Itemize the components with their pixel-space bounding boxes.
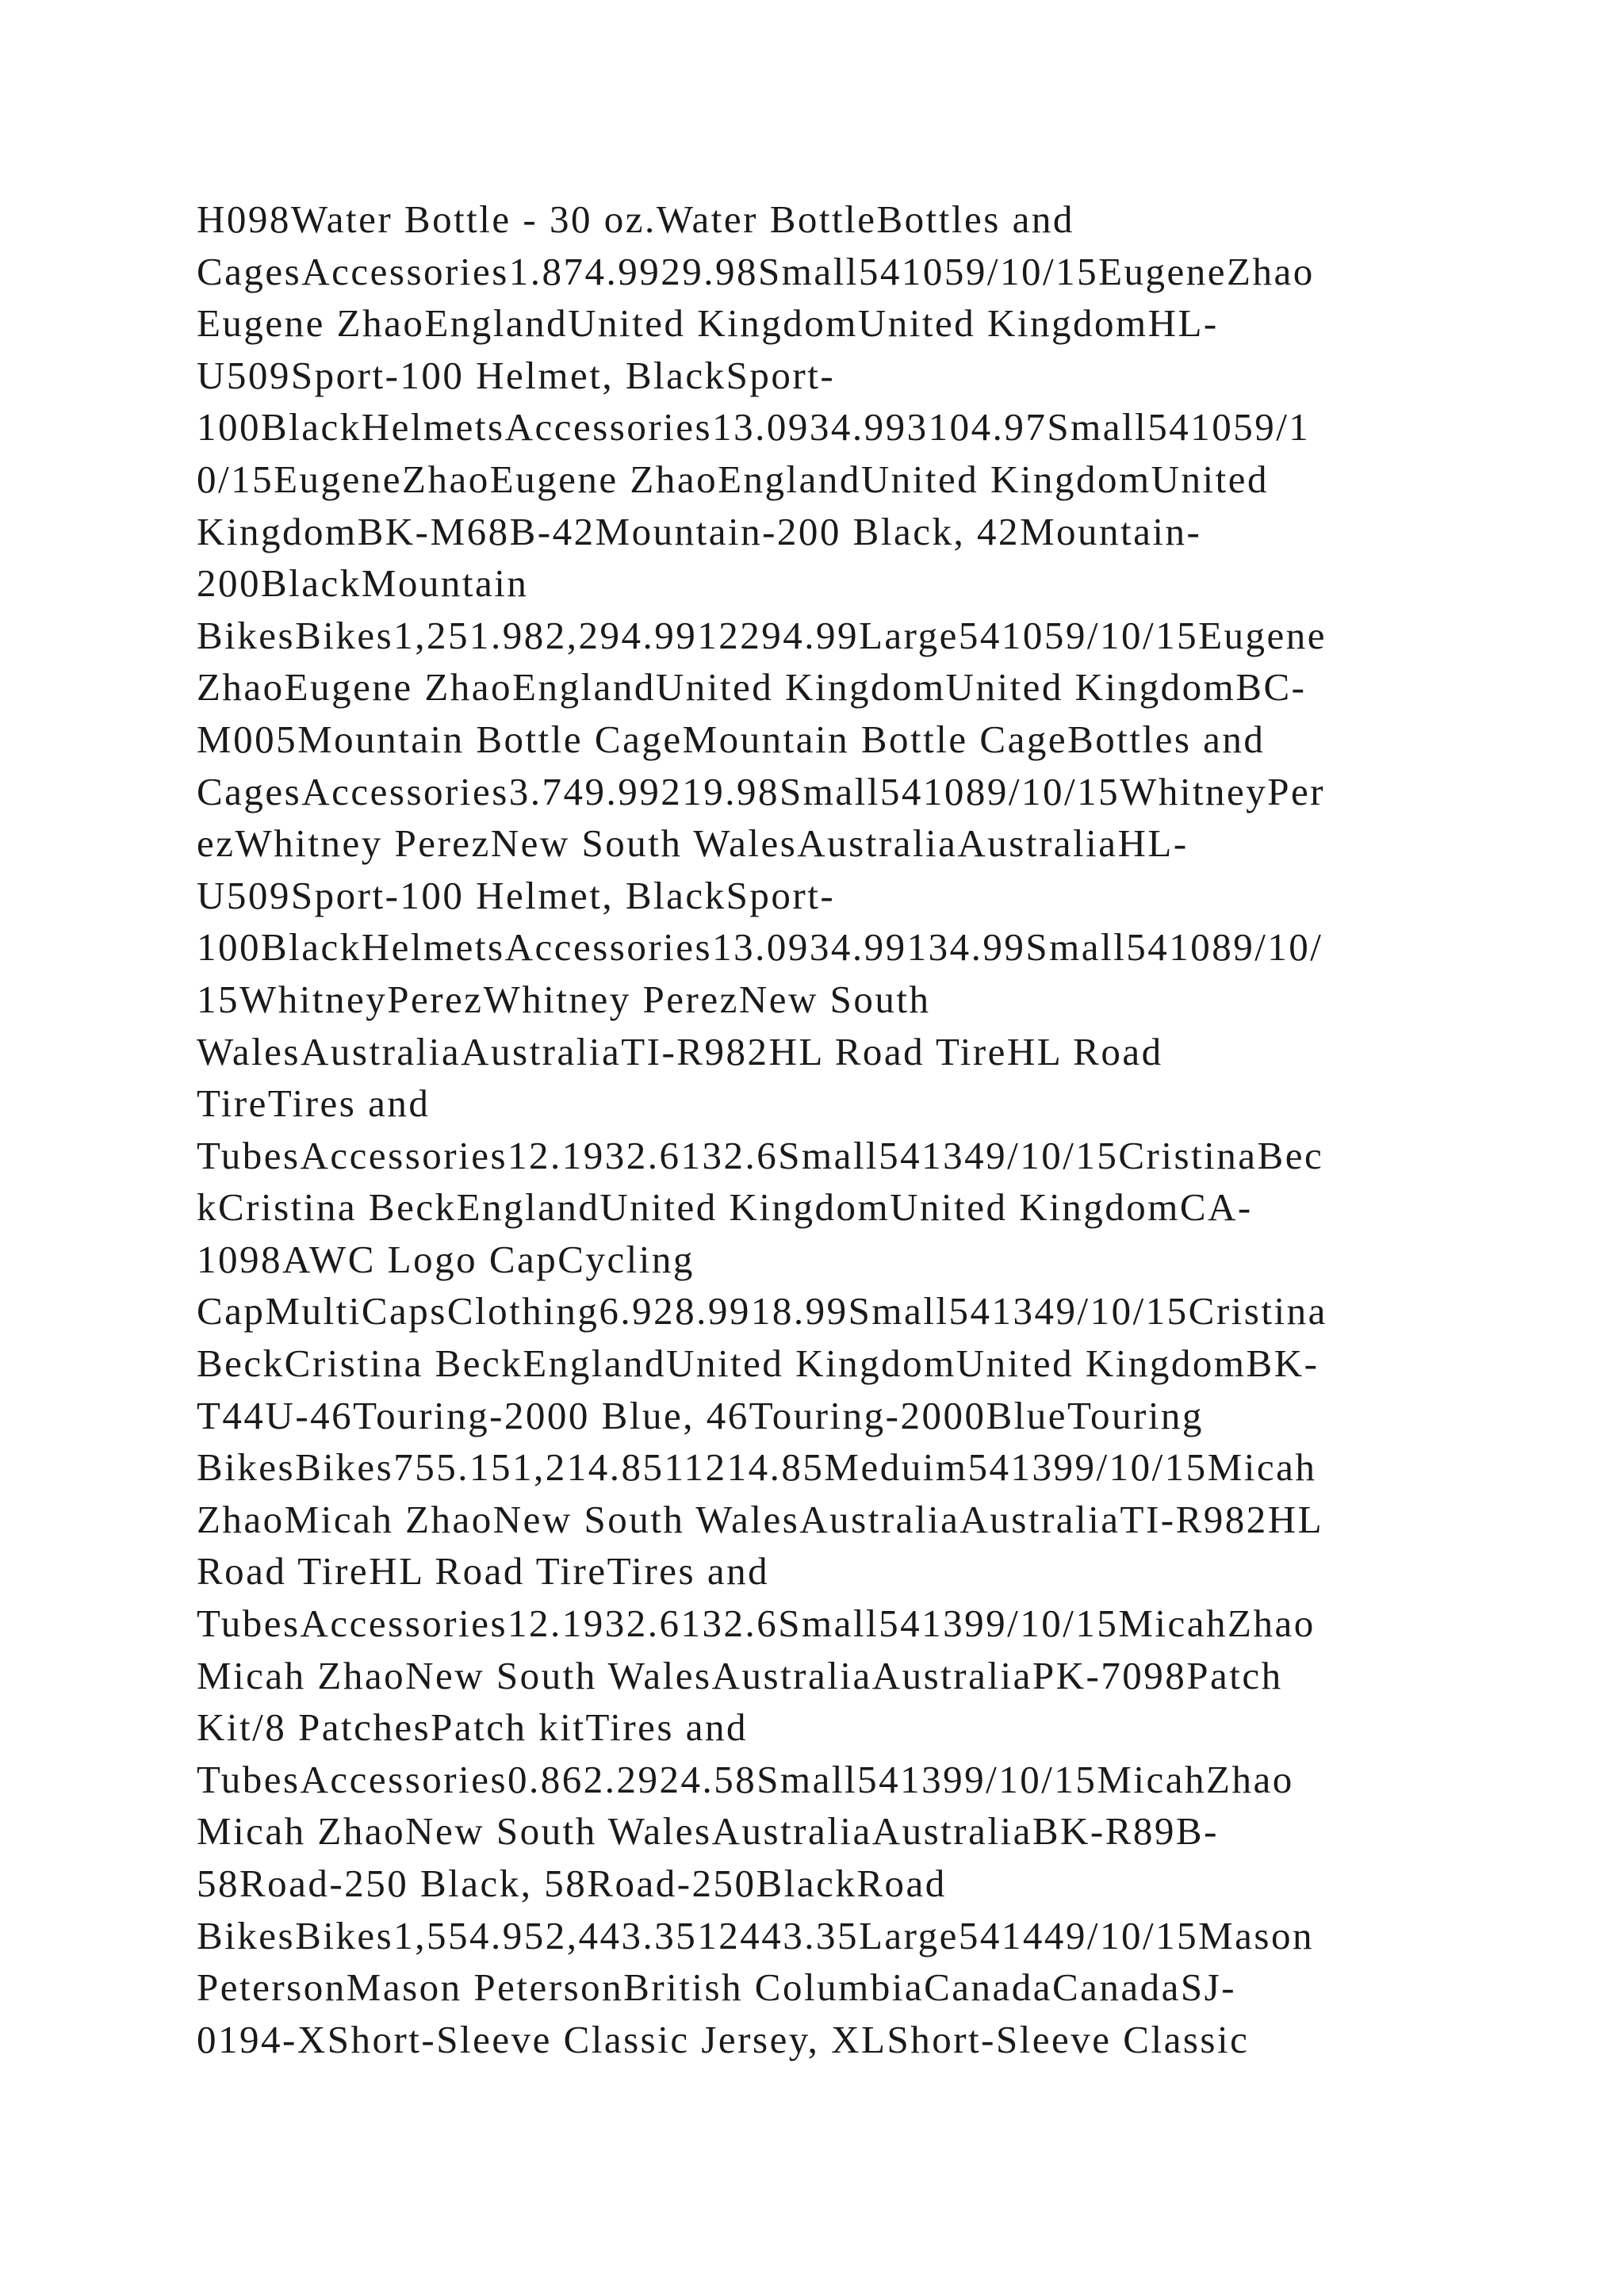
text-line: 100BlackHelmetsAccessories13.0934.993104.97Small541059/1 — [197, 405, 1311, 450]
text-line: 1098AWC Logo CapCycling — [197, 1237, 695, 1281]
text-line: ZhaoEugene ZhaoEnglandUnited KingdomUnited KingdomBC- — [197, 665, 1307, 710]
text-line: T44U-46Touring-2000 Blue, 46Touring-2000BlueTouring — [197, 1393, 1204, 1437]
text-line: WalesAustraliaAustraliaTI-R982HL Road TireHL Road — [197, 1029, 1163, 1073]
document-body-text — [197, 193, 1450, 2065]
text-line: H098Water Bottle - 30 oz.Water BottleBottles and — [197, 197, 1074, 241]
text-line: CagesAccessories3.749.99219.98Small541089/10/15WhitneyPer — [197, 769, 1326, 813]
text-line: M005Mountain Bottle CageMountain Bottle CageBottles and — [197, 717, 1266, 761]
text-line: U509Sport-100 Helmet, BlackSport- — [197, 873, 836, 917]
text-line: TubesAccessories12.1932.6132.6Small541349/10/15CristinaBec — [197, 1133, 1324, 1177]
text-line: 0194-XShort-Sleeve Classic Jersey, XLShort-Sleeve Classic — [197, 2017, 1250, 2061]
text-line: 200BlackMountain — [197, 561, 529, 606]
text-line: ezWhitney PerezNew South WalesAustraliaAustraliaHL- — [197, 821, 1189, 866]
text-line: Road TireHL Road TireTires and — [197, 1549, 770, 1594]
text-line: BeckCristina BeckEnglandUnited KingdomUnited KingdomBK- — [197, 1341, 1320, 1386]
text-line: BikesBikes1,554.952,443.3512443.35Large541449/10/15Mason — [197, 1913, 1314, 1957]
text-line: 100BlackHelmetsAccessories13.0934.99134.99Small541089/10/ — [197, 925, 1323, 970]
text-line: TubesAccessories12.1932.6132.6Small541399/10/15MicahZhao — [197, 1601, 1316, 1646]
text-line: 58Road-250 Black, 58Road-250BlackRoad — [197, 1862, 947, 1905]
text-line: kCristina BeckEnglandUnited KingdomUnited KingdomCA- — [197, 1185, 1253, 1230]
text-line: CapMultiCapsClothing6.928.9918.99Small541349/10/15Cristina — [197, 1289, 1327, 1334]
text-line: 15WhitneyPerezWhitney PerezNew South — [197, 977, 931, 1021]
text-line: TubesAccessories0.862.2924.58Small541399/10/15MicahZhao — [197, 1757, 1294, 1801]
text-line: Micah ZhaoNew South WalesAustraliaAustraliaPK-7098Patch — [197, 1653, 1283, 1697]
text-line: ZhaoMicah ZhaoNew South WalesAustraliaAustraliaTI-R982HL — [197, 1497, 1324, 1541]
text-line: Micah ZhaoNew South WalesAustraliaAustraliaBK-R89B- — [197, 1809, 1219, 1854]
text-line: TireTires and — [197, 1081, 431, 1126]
text-line: KingdomBK-M68B-42Mountain-200 Black, 42Mountain- — [197, 509, 1202, 553]
text-line: CagesAccessories1.874.9929.98Small541059/10/15EugeneZhao — [197, 249, 1315, 293]
text-line: Kit/8 PatchesPatch kitTires and — [197, 1705, 748, 1750]
text-line: Eugene ZhaoEnglandUnited KingdomUnited KingdomHL- — [197, 301, 1219, 346]
text-line: U509Sport-100 Helmet, BlackSport- — [197, 353, 836, 397]
text-line: 0/15EugeneZhaoEugene ZhaoEnglandUnited KingdomUnited — [197, 457, 1269, 501]
text-line: PetersonMason PetersonBritish ColumbiaCanadaCanadaSJ- — [197, 1965, 1237, 2010]
text-line: BikesBikes1,251.982,294.9912294.99Large541059/10/15Eugene — [197, 613, 1327, 657]
text-line: BikesBikes755.151,214.8511214.85Meduim541399/10/15Micah — [197, 1445, 1317, 1490]
